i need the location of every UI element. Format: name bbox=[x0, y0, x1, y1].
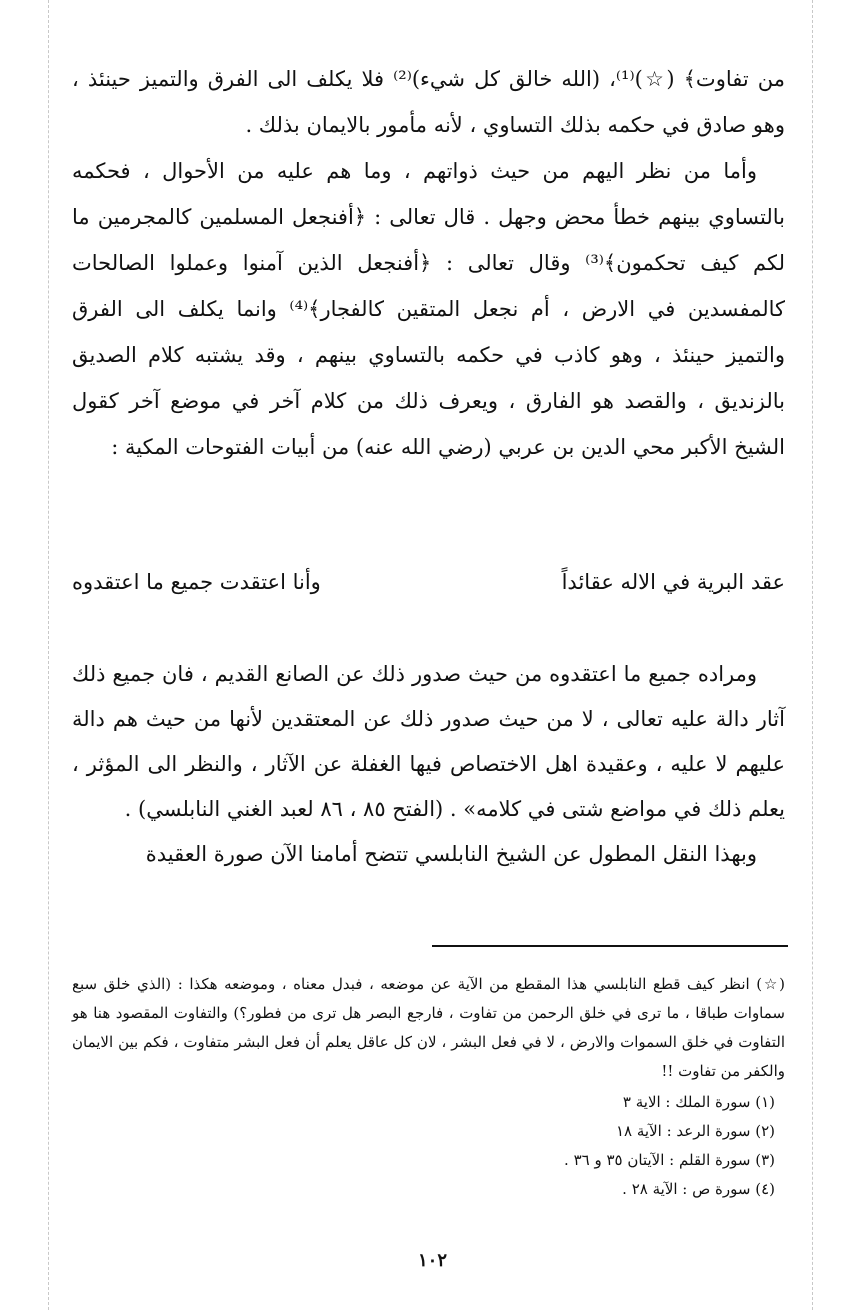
footnote-separator bbox=[432, 945, 788, 947]
paragraph-2: وأما من نظر اليهم من حيث ذواتهم ، وما هم عليه من الأحوال ، فحكمه بالتساوي بينهم خطأ محض وجهل . قال تعالى : ﴿أفنجعل المسلمين كالمجرمين ما لكم كيف تحكمون﴾⁽³⁾ وقال تعالى : ﴿أفنجعل الذين آمنوا وعملوا الصالحات كالمفسدين في الارض ، أم نجعل المتقين كالفجار﴾⁽⁴⁾ وانما يكلف الى الفرق والتميز حينئذ ، وهو كاذب في حكمه بالتساوي بينهم ، وقد يشتبه كلام الصديق بالزنديق ، والقصد هو الفارق ، ويعرف ذلك من كلام آخر في موضع آخر كقول الشيخ الأكبر محي الدين بن عربي (رضي الله عنه) من أبيات الفتوحات المكية : bbox=[72, 159, 785, 459]
footnote-2: (٢) سورة الرعد : الآية ١٨ bbox=[616, 1122, 775, 1140]
paragraph-4: وبهذا النقل المطول عن الشيخ النابلسي تتضح أمامنا الآن صورة العقيدة bbox=[145, 842, 757, 866]
scan-edge-right bbox=[812, 0, 813, 1310]
paragraph-3: ومراده جميع ما اعتقدوه من حيث صدور ذلك عن الصانع القديم ، فان جميع ذلك آثار دالة عليه تعالى ، لا من حيث صدور ذلك عن المعتقدين لأنها من حيث هم دالة عليهم لا عليه ، وعقيدة اهل الاختصاص فيها الغفلة عن الآثار ، والنظر الى المؤثر ، يعلم ذلك في مواضع شتى في كلامه» . (الفتح ٨٥ ، ٨٦ لعبد الغني النابلسي) . bbox=[72, 662, 785, 821]
poetry-verse bbox=[72, 562, 785, 602]
page-number: ١٠٢ bbox=[417, 1250, 447, 1271]
main-text-lower bbox=[72, 652, 785, 877]
footnote-3: (٣) سورة القلم : الآيتان ٣٥ و ٣٦ . bbox=[564, 1151, 775, 1169]
paragraph-1: من تفاوت﴾ (☆)⁽¹⁾، (الله خالق كل شيء)⁽²⁾ فلا يكلف الى الفرق والتميز حينئذ ، وهو صادق في حكمه بذلك التساوي ، لأنه مأمور بالايمان بذلك . bbox=[72, 67, 785, 137]
footnote-1: (١) سورة الملك : الاية ٣ bbox=[622, 1093, 775, 1111]
main-text-upper bbox=[72, 56, 785, 470]
footnote-4: (٤) سورة ص : الآية ٢٨ . bbox=[622, 1180, 775, 1198]
scan-edge-left bbox=[48, 0, 49, 1310]
verse-first-hemistich: عقد البرية في الاله عقائداً bbox=[561, 570, 785, 594]
verse-second-hemistich: وأنا اعتقدت جميع ما اعتقدوه bbox=[72, 570, 321, 594]
footnotes bbox=[72, 970, 785, 1204]
footnote-star: (☆) انظر كيف قطع النابلسي هذا المقطع من الآية عن موضعه ، فبدل معناه ، وموضعه هكذا : (الذي خلق سبع سماوات طباقا ، ما ترى في خلق الرحمن من تفاوت ، فارجع البصر هل ترى من فطور؟) والتفاوت المقصود هنا هو التفاوت في خلق السموات والارض ، لا في فعل البشر ، لان كل عاقل يعلم أن فعل البشر متفاوت ، فكم بين الايمان والكفر من تفاوت !! bbox=[72, 975, 785, 1080]
footnote-list bbox=[72, 1088, 785, 1204]
